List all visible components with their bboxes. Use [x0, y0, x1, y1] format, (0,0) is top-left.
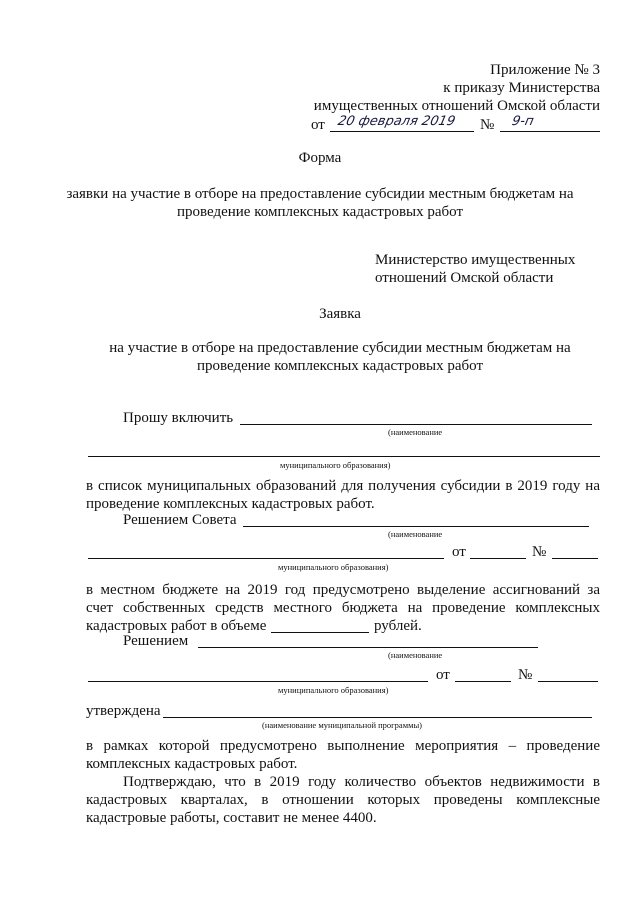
zayavka-subtitle-line1: на участие в отборе на предоставление субсидии местным бюджетам на — [109, 340, 571, 356]
handwritten-number: 9-п — [510, 114, 536, 129]
appendix-ministry: имущественных отношений Омской области — [313, 98, 600, 114]
prosu-vklyuchit: Прошу включить — [123, 410, 234, 426]
municipal-name-field-cont[interactable] — [88, 456, 600, 457]
podtverzhdayu-line1: Подтверждаю, что в 2019 году количество объектов недвижимости в — [123, 774, 600, 790]
forma-title: Форма — [298, 150, 342, 166]
byudzhet-line3: кадастровых работ в объеме — [86, 618, 267, 634]
ot-label-2: от — [436, 667, 450, 683]
num-label-2: № — [518, 667, 533, 683]
resheniem-soveta: Решением Совета — [123, 512, 237, 528]
utverzhdena: утверждена — [86, 703, 161, 719]
sovet-date-field[interactable] — [470, 558, 526, 559]
spisok-line1: в список муниципальных образований для получения субсидии в 2019 году на — [86, 478, 600, 494]
resheniem: Решением — [123, 633, 189, 649]
municipal-name-field[interactable] — [240, 424, 592, 425]
hint-municipal-2: муниципального образования) — [278, 562, 389, 572]
byudzhet-line1: в местном бюджете на 2019 год предусмотрено выделение ассигнований за — [86, 582, 600, 598]
ot-label-1: от — [452, 544, 466, 560]
hint-naimenovanie-2: (наименование — [388, 529, 443, 539]
decision-name-field[interactable] — [198, 647, 538, 648]
byudzhet-line2: счет собственных средств местного бюджета на проведение комплексных — [86, 600, 600, 616]
forma-subtitle-line2: проведение комплексных кадастровых работ — [176, 204, 464, 220]
zayavka-subtitle-line2: проведение комплексных кадастровых работ — [196, 358, 484, 374]
handwritten-date: 20 февраля 2019 — [336, 114, 457, 129]
zayavka-title: Заявка — [319, 306, 361, 322]
sovet-number-field[interactable] — [552, 558, 598, 559]
ramki-line1: в рамках которой предусмотрено выполнение мероприятия – проведение — [86, 738, 600, 754]
podtverzhdayu-line3: кадастровые работы, составит не менее 4400. — [86, 810, 377, 826]
program-name-field[interactable] — [163, 717, 592, 718]
appendix-order-ref: к приказу Министерства — [443, 80, 600, 96]
decision-date-field[interactable] — [455, 681, 511, 682]
date-prefix: от — [311, 117, 325, 133]
rubley-label: рублей. — [374, 618, 422, 634]
decision-number-field[interactable] — [538, 681, 598, 682]
num-label-1: № — [532, 544, 547, 560]
sovet-name-field-cont[interactable] — [88, 558, 444, 559]
hint-municipal-1: муниципального образования) — [280, 460, 391, 470]
appendix-number: Приложение № 3 — [490, 62, 600, 78]
decision-name-field-cont[interactable] — [88, 681, 428, 682]
hint-naimenovanie-1: (наименование — [388, 427, 443, 437]
sovet-name-field[interactable] — [243, 526, 589, 527]
forma-subtitle-line1: заявки на участие в отборе на предоставление субсидии местным бюджетам на — [66, 186, 574, 202]
hint-programma: (наименование муниципальной программы) — [262, 720, 422, 730]
number-underline — [500, 131, 600, 132]
addressee-line1: Министерство имущественных — [375, 252, 576, 268]
ramki-line2: комплексных кадастровых работ. — [86, 756, 298, 772]
spisok-line2: проведение комплексных кадастровых работ. — [86, 496, 375, 512]
addressee-line2: отношений Омской области — [375, 270, 554, 286]
hint-municipal-3: муниципального образования) — [278, 685, 389, 695]
podtverzhdayu-line2: кадастровых кварталах, в отношении которых проведены комплексные — [86, 792, 600, 808]
hint-naimenovanie-3: (наименование — [388, 650, 443, 660]
number-label: № — [480, 117, 495, 133]
date-underline — [330, 131, 474, 132]
amount-field[interactable] — [271, 632, 369, 633]
